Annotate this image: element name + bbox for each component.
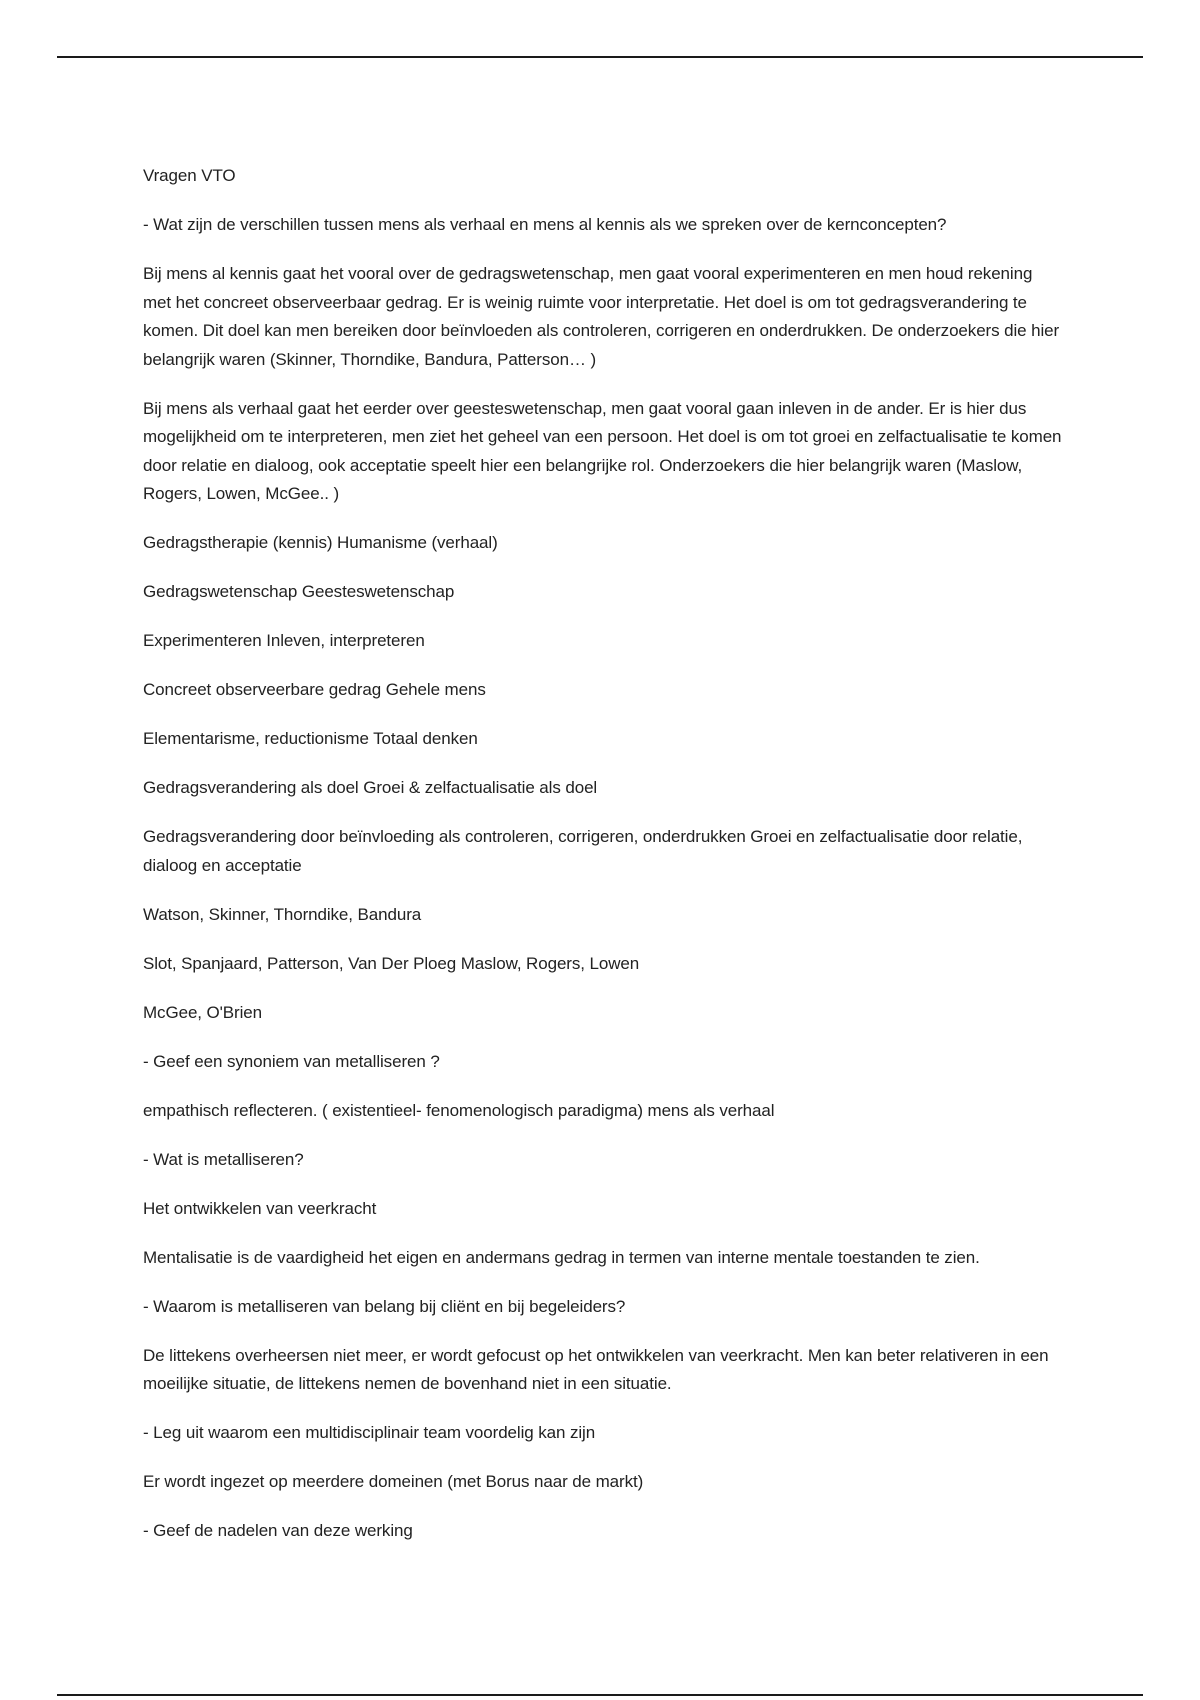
question-1: - Wat zijn de verschillen tussen mens als verhaal en mens al kennis als we spreken over de kernconcepten? [143,215,947,234]
document-title: Vragen VTO [143,166,236,185]
question-5: - Leg uit waarom een multidisciplinair team voordelig kan zijn [143,1423,596,1442]
answer-paragraph: De littekens overheersen niet meer, er wordt gefocust op het ontwikkelen van veerkracht. Men kan beter relativeren in een moeilijke situatie, de littekens nemen de bovenhand niet in een situatie. [143,1345,1049,1393]
document-body [143,162,1063,1566]
comparison-line: Concreet observeerbare gedrag Gehele mens [143,680,486,699]
answer-paragraph: Er wordt ingezet op meerdere domeinen (met Borus naar de markt) [143,1472,644,1491]
answer-paragraph: Bij mens als verhaal gaat het eerder over geesteswetenschap, men gaat vooral gaan inleven in de ander. Er is hier dus mogelijkheid om te interpreteren, men ziet het geheel van een persoon. Het doel is om tot groei en zelfactualisatie te komen door relatie en dialoog, ook acceptatie speelt hier een belangrijke rol. Onderzoekers die hier belangrijk waren (Maslow, Rogers, Lowen, McGee.. ) [143,398,1062,503]
answer-paragraph: empathisch reflecteren. ( existentieel- fenomenologisch paradigma) mens als verhaal [143,1100,775,1120]
question-6: - Geef de nadelen van deze werking [143,1521,413,1540]
comparison-line: Gedragsverandering door beïnvloeding als controleren, corrigeren, onderdrukken Groei en zelfactualisatie door relatie, dialoog en acceptatie [143,827,1023,875]
comparison-line: Experimenteren Inleven, interpreteren [143,631,425,650]
answer-paragraph: Het ontwikkelen van veerkracht [143,1198,377,1218]
question-3: - Wat is metalliseren? [143,1149,304,1169]
comparison-line: Watson, Skinner, Thorndike, Bandura [143,904,422,924]
comparison-line: Gedragswetenschap Geesteswetenschap [143,582,455,601]
header-rule [57,56,1143,58]
question-2: - Geef een synoniem van metalliseren ? [143,1051,440,1071]
comparison-line: McGee, O'Brien [143,1002,262,1022]
answer-paragraph: Mentalisatie is de vaardigheid het eigen en andermans gedrag in termen van interne mentale toestanden te zien. [143,1247,980,1267]
comparison-line: Gedragsverandering als doel Groei & zelfactualisatie als doel [143,778,598,797]
comparison-line: Elementarisme, reductionisme Totaal denken [143,729,478,748]
comparison-line: Gedragstherapie (kennis) Humanisme (verhaal) [143,533,498,552]
answer-paragraph: Bij mens al kennis gaat het vooral over de gedragswetenschap, men gaat vooral experimenteren en men houd rekening met het concreet observeerbaar gedrag. Er is weinig ruimte voor interpretatie. Het doel is om tot gedragsverandering te komen. Dit doel kan men bereiken door beïnvloeden als controleren, corrigeren en onderdrukken. De onderzoekers die hier belangrijk waren (Skinner, Thorndike, Bandura, Patterson… ) [143,264,1060,369]
question-4: - Waarom is metalliseren van belang bij cliënt en bij begeleiders? [143,1296,626,1316]
comparison-line: Slot, Spanjaard, Patterson, Van Der Ploeg Maslow, Rogers, Lowen [143,953,640,973]
footer-rule [57,1694,1143,1696]
